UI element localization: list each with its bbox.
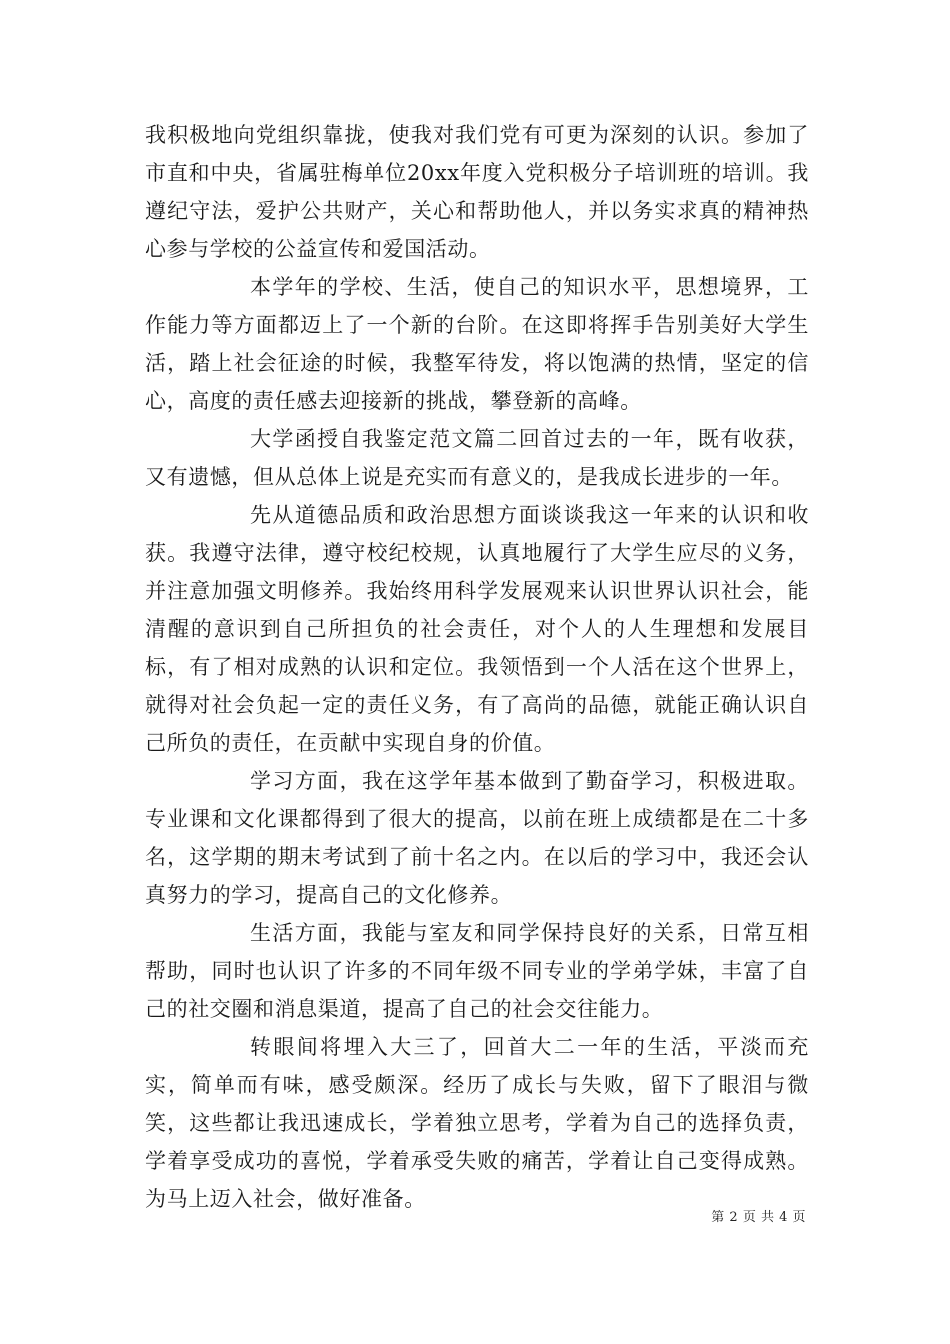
page-number: 第 2 页 共 4 页 bbox=[711, 1210, 806, 1225]
paragraph-4: 先从道德品质和政治思想方面谈谈我这一年来的认识和收获。我遵守法律，遵守校纪校规，认真地履行了大学生应尽的义务，并注意加强文明修养。我始终用科学发展观来认识世界认识社会，能清醒的意识到自己所担负的社会责任，对个人的人生理想和发展目标，有了相对成熟的认识和定位。我领悟到一个人活在这个世界上，就得对社会负起一定的责任义务，有了高尚的品德，就能正确认识自己所负的责任，在贡献中实现自身的价值。 bbox=[145, 503, 809, 755]
paragraph-2: 本学年的学校、生活，使自己的知识水平，思想境界，工作能力等方面都迈上了一个新的台阶。在这即将挥手告别美好大学生活，踏上社会征途的时候，我整军待发，将以饱满的热情，坚定的信心，高度的责任感去迎接新的挑战，攀登新的高峰。 bbox=[145, 275, 809, 413]
document-body bbox=[145, 116, 809, 1218]
paragraph-3: 大学函授自我鉴定范文篇二回首过去的一年，既有收获，又有遗憾，但从总体上说是充实而有意义的，是我成长进步的一年。 bbox=[145, 427, 809, 489]
paragraph-7: 转眼间将埋入大三了，回首大二一年的生活，平淡而充实，简单而有味，感受颇深。经历了成长与失败，留下了眼泪与微笑，这些都让我迅速成长，学着独立思考，学着为自己的选择负责，学着享受成功的喜悦，学着承受失败的痛苦，学着让自己变得成熟。为马上迈入社会，做好准备。 bbox=[145, 1035, 809, 1211]
paragraph-6: 生活方面，我能与室友和同学保持良好的关系，日常互相帮助，同时也认识了许多的不同年级不同专业的学弟学妹，丰富了自己的社交圈和消息渠道，提高了自己的社会交往能力。 bbox=[145, 921, 809, 1021]
paragraph-1: 我积极地向党组织靠拢，使我对我们党有可更为深刻的认识。参加了市直和中央，省属驻梅单位20xx年度入党积极分子培训班的培训。我遵纪守法，爱护公共财产，关心和帮助他人，并以务实求真的精神热心参与学校的公益宣传和爱国活动。 bbox=[145, 123, 809, 261]
paragraph-5: 学习方面，我在这学年基本做到了勤奋学习，积极进取。专业课和文化课都得到了很大的提高，以前在班上成绩都是在二十多名，这学期的期末考试到了前十名之内。在以后的学习中，我还会认真努力的学习，提高自己的文化修养。 bbox=[145, 769, 809, 907]
